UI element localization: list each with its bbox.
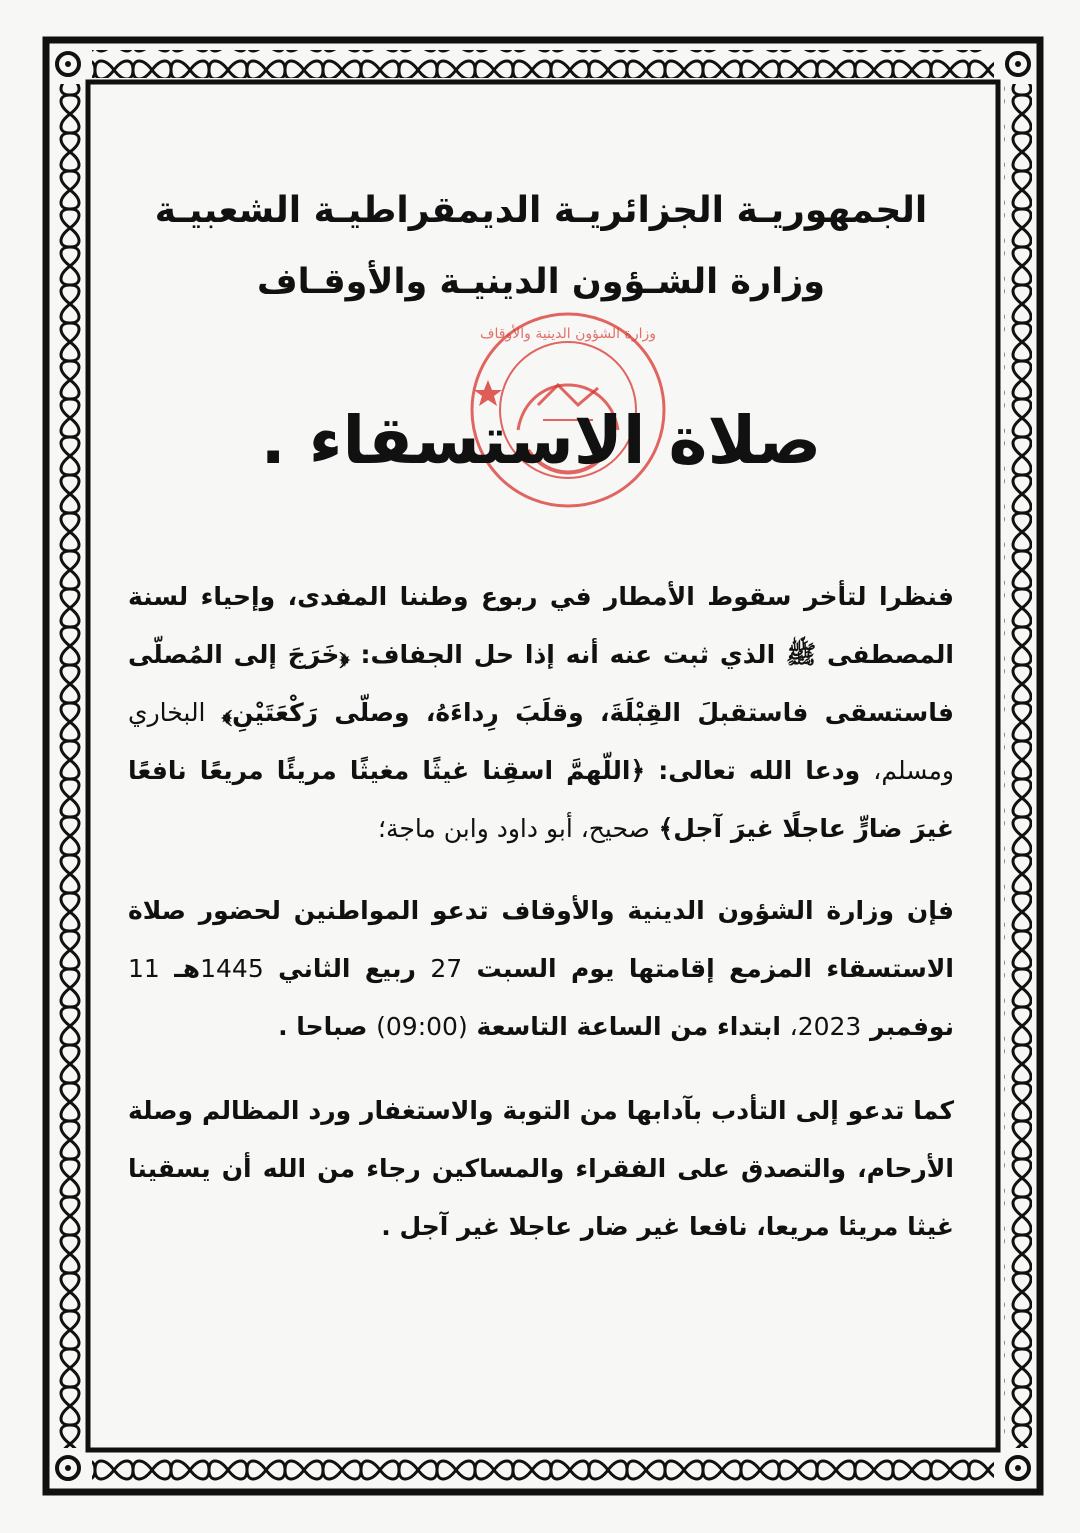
ministry-name: وزارة الشـؤون الدينيـة والأوقـاف [256, 262, 826, 302]
morning-text: صباحا . [278, 1012, 368, 1041]
gregorian-year: 2023، [789, 1012, 862, 1041]
hijri-month: ربيع الثاني [278, 954, 416, 983]
intro-text: فنظرا لتأخر سقوط الأمطار في ربوع وطننا المفدى، وإحياء لسنة المصطفى ﷺ الذي ثبت عنه أنه إذا حل الجفاف: ﴿خَرَجَ إلى المُصلّى فاستسقى فاستقبلَ القِبْلَةَ، وقلَبَ رِداءَهُ، وصلّى رَكْعَتَيْنِ﴾ [128, 582, 954, 727]
svg-text:وزارة الشؤون الدينية والأوقاف: وزارة الشؤون الدينية والأوقاف [480, 326, 656, 342]
dua-text: ودعا الله تعالى: ﴿اللّهمَّ اسقِنا غيثًا مغيثًا مريئًا مريعًا نافعًا غيرَ ضارٍّ عاجلًا غيرَ آجل﴾ [128, 756, 954, 843]
hijri-suffix: هـ [174, 954, 201, 983]
hadith-source-1: البخاري ومسلم، [128, 698, 954, 785]
paragraph-intro [128, 568, 954, 858]
hijri-day: 27 [430, 954, 463, 983]
paragraph-invitation [128, 882, 954, 1056]
invitation-text: فإن وزارة الشؤون الدينية والأوقاف تدعو المواطنين لحضور صلاة الاستسقاء المزمع إقامتها يوم السبت [128, 896, 954, 983]
hijri-year: 1445 [200, 954, 264, 983]
document-title: صلاة الاستسقاء . [260, 402, 822, 479]
document-content [128, 170, 954, 1300]
gregorian-day: 11 [128, 954, 160, 983]
paragraph-etiquette: كما تدعو إلى التأدب بآدابها من التوبة والاستغفار ورد المظالم وصلة الأرحام، والتصدق على الفقراء والمساكين رجاء من الله أن يسقينا غيثا مريئا مريعا، نافعا غير ضار عاجلا غير آجل . [128, 1096, 954, 1241]
state-name: الجمهوريـة الجزائريـة الديمقراطيـة الشعبيـة [154, 190, 928, 231]
hadith-source-2: صحيح، أبو داود وابن ماجة؛ [378, 814, 650, 843]
gregorian-month: نوفمبر [870, 1012, 954, 1041]
start-time-text: ابتداء من الساعة التاسعة [476, 1012, 781, 1041]
start-time: (09:00) [376, 1012, 468, 1041]
